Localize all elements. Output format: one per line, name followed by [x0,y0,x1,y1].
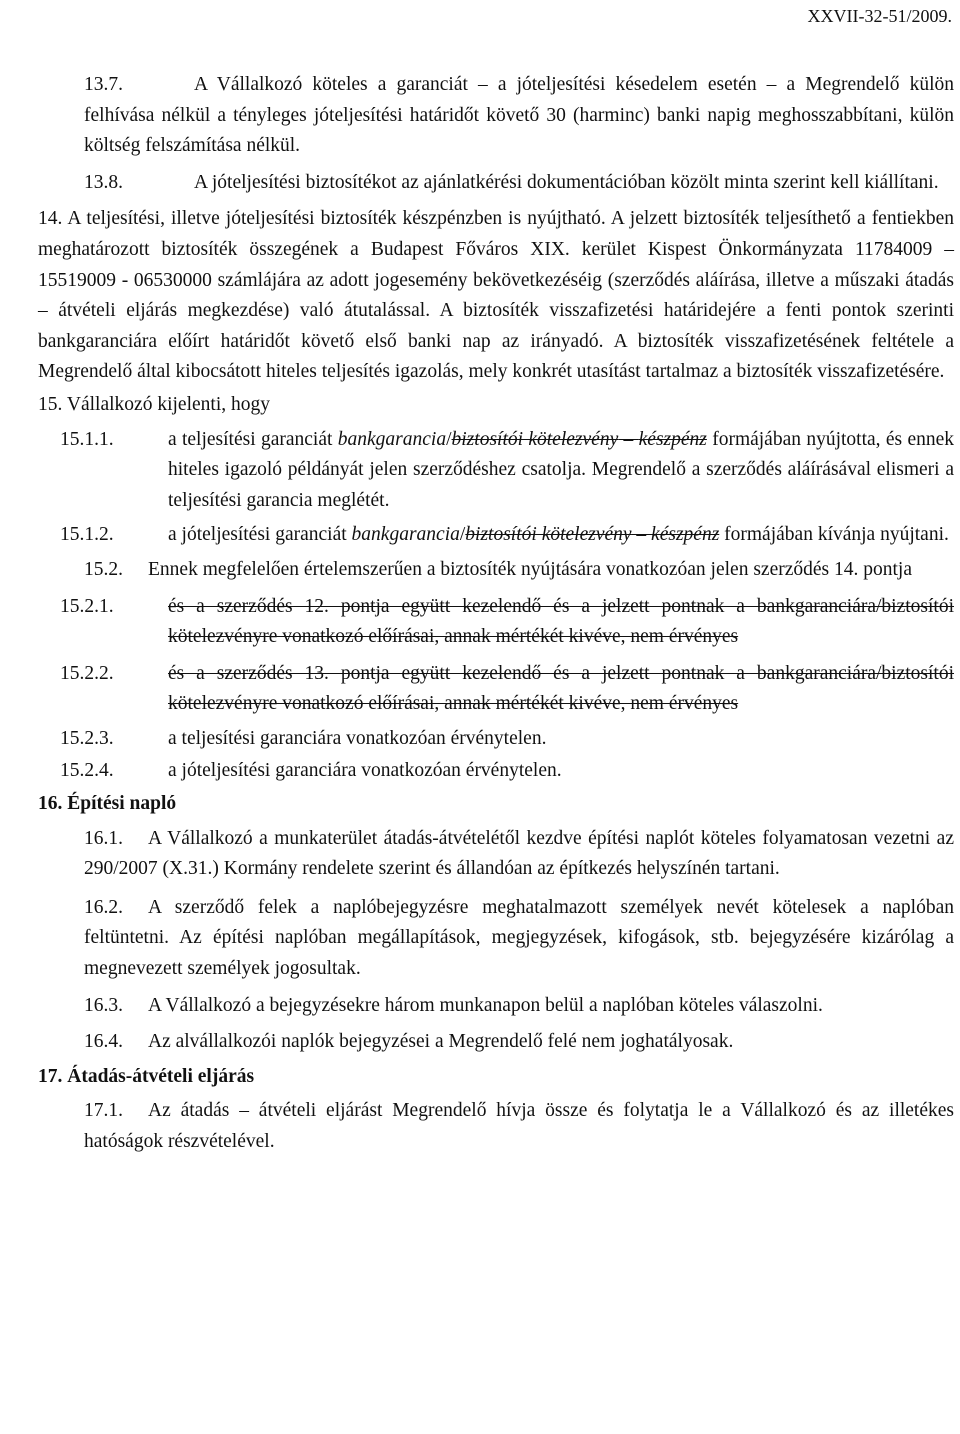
section-text: formájában nyújtotta, és ennek hiteles igazoló példányát jelen szerződéshez csatolja. Megrendelő a szerződés aláírásával elismeri a teljesítési garancia meglétét. [168,428,954,511]
section-number: 15.2.4. [60,760,114,782]
section-text: Ennek megfelelően értelemszerűen a biztosíték nyújtására vonatkozóan jelen szerződés 14. pontja [148,558,912,580]
section-15-2 [38,555,954,586]
option-biztositoi-kotelezveny: biztosítói kötelezvény [465,524,632,546]
section-number: 15.2.2. [60,662,114,684]
section-text: A teljesítési, illetve jóteljesítési biztosíték készpénzben is nyújtható. A jelzett biztosíték teljesíthető a fentiekben meghatározott biztosíték összegének a Budapest Főváros XIX. kerület Kispest Önkormányzata 11784009 – 15519009 - 06530000 számlájára az adott jogesemény bekövetkezéséig (szerződés aláírása, illetve a műszaki átadás – átvételi eljárás megkezdése) való átutalással. A biztosíték visszafizetési határidejére a fenti pontok szerinti bankgaranciára előírt határidőt követő első banki nap az irányadó. A biztosíték visszafizetésének feltétele a Megrendelő által kibocsátott hiteles teljesítés igazolás, mely konkrét utasítást tartalmaz a biztosíték visszafizetésére. [38,208,954,383]
section-number: 15.1.2. [60,524,114,546]
section-number: 15.2. [84,558,123,580]
section-text: a teljesítési garanciát [168,428,338,450]
section-text: Az alvállalkozói naplók bejegyzései a Megrendelő felé nem joghatályosak. [148,1031,734,1053]
section-14 [38,204,954,388]
section-16-3 [38,991,954,1022]
section-number: 13.8. [84,171,123,193]
section-number: 15.1.1. [60,428,114,450]
section-number: 15.2.3. [60,727,114,749]
section-number: 17.1. [84,1100,123,1122]
section-text: A Vállalkozó a munkaterület átadás-átvételétől kezdve építési naplót köteles folyamatosan vezetni az 290/2007 (X.31.) Kormány rendelete szerint és állandóan az építkezés helyszínén tartani. [84,827,954,880]
section-text: A jóteljesítési biztosítékot az ajánlatkérési dokumentációban közölt minta szerint kell kiállítani. [194,171,939,193]
section-17-heading [38,1062,954,1093]
option-dash: – [618,428,639,450]
option-dash: – [631,524,652,546]
section-15 [38,390,954,421]
section-15-2-3 [38,724,954,755]
document-id: XXVII-32-51/2009. [807,6,952,26]
option-bankgarancia: bankgarancia [351,524,460,546]
section-number: 16.1. [84,827,123,849]
section-title: Átadás-átvételi eljárás [67,1065,255,1087]
section-number: 15.2.1. [60,595,114,617]
section-number: 13.7. [84,74,123,95]
section-text: A Vállalkozó a bejegyzésekre három munkanapon belül a naplóban köteles válaszolni. [148,994,823,1016]
section-number: 17. [38,1065,63,1087]
section-text: A szerződő felek a naplóbejegyzésre meghatalmazott személyek nevét kötelesek a naplóban feltüntetni. Az építési naplóban megállapítások, megjegyzések, kifogások, stb. bejegyzésére kizárólag a megnevezett személyek jogosultak. [84,896,954,980]
section-16-heading [38,789,954,820]
option-slash: / [459,524,466,546]
option-slash: / [446,428,452,450]
section-text: formájában kívánja nyújtani. [719,524,949,546]
option-bankgarancia: bankgarancia [337,428,447,450]
document-body [38,70,954,1158]
section-13-7 [38,70,954,162]
section-number: 16.3. [84,994,123,1016]
section-number: 16.2. [84,896,123,918]
section-text: és a szerződés 12. pontja együtt kezelendő és a jelzett pontnak a bankgaranciára/biztosítói kötelezvényre vonatkozó előírásai, annak mértékét kivéve, nem érvényes [168,595,954,648]
section-text: Az átadás – átvételi eljárást Megrendelő hívja össze és folytatja le a Vállalkozó és az illetékes hatóságok részvételével. [84,1100,954,1152]
section-text: Vállalkozó kijelenti, hogy [66,393,270,415]
section-text: a jóteljesítési garanciát [168,524,352,546]
option-keszpenz: készpénz [651,524,720,546]
option-biztositoi-kotelezveny: biztosítói kötelezvény [451,428,619,450]
section-number: 16. [38,793,63,815]
section-16-4 [38,1027,954,1058]
section-15-1-2 [38,520,954,551]
section-title: Építési napló [67,793,177,815]
section-text: a jóteljesítési garanciára vonatkozóan érvénytelen. [168,760,562,782]
section-number: 14. [38,208,63,230]
section-15-2-2 [38,659,954,720]
section-15-2-1 [38,592,954,653]
section-number: 15. [38,393,63,415]
section-15-1-1 [38,425,954,517]
section-17-1 [38,1096,954,1157]
option-keszpenz: készpénz [638,428,707,450]
section-text: és a szerződés 13. pontja együtt kezelendő és a jelzett pontnak a bankgaranciára/biztosítói kötelezvényre vonatkozó előírásai, annak mértékét kivéve, nem érvényes [168,662,954,715]
section-text: a teljesítési garanciára vonatkozóan érvénytelen. [168,727,547,749]
section-16-1 [38,824,954,885]
section-13-8 [38,168,954,199]
section-number: 16.4. [84,1031,123,1053]
section-15-2-4 [38,756,954,787]
section-16-2 [38,893,954,985]
section-text: A Vállalkozó köteles a garanciát – a jóteljesítési késedelem esetén – a Megrendelő külön felhívása nélkül a tényleges jóteljesítési határidőt követő 30 (harminc) banki napig meghosszabbítani, külön költség felszámítása nélkül. [84,74,954,157]
